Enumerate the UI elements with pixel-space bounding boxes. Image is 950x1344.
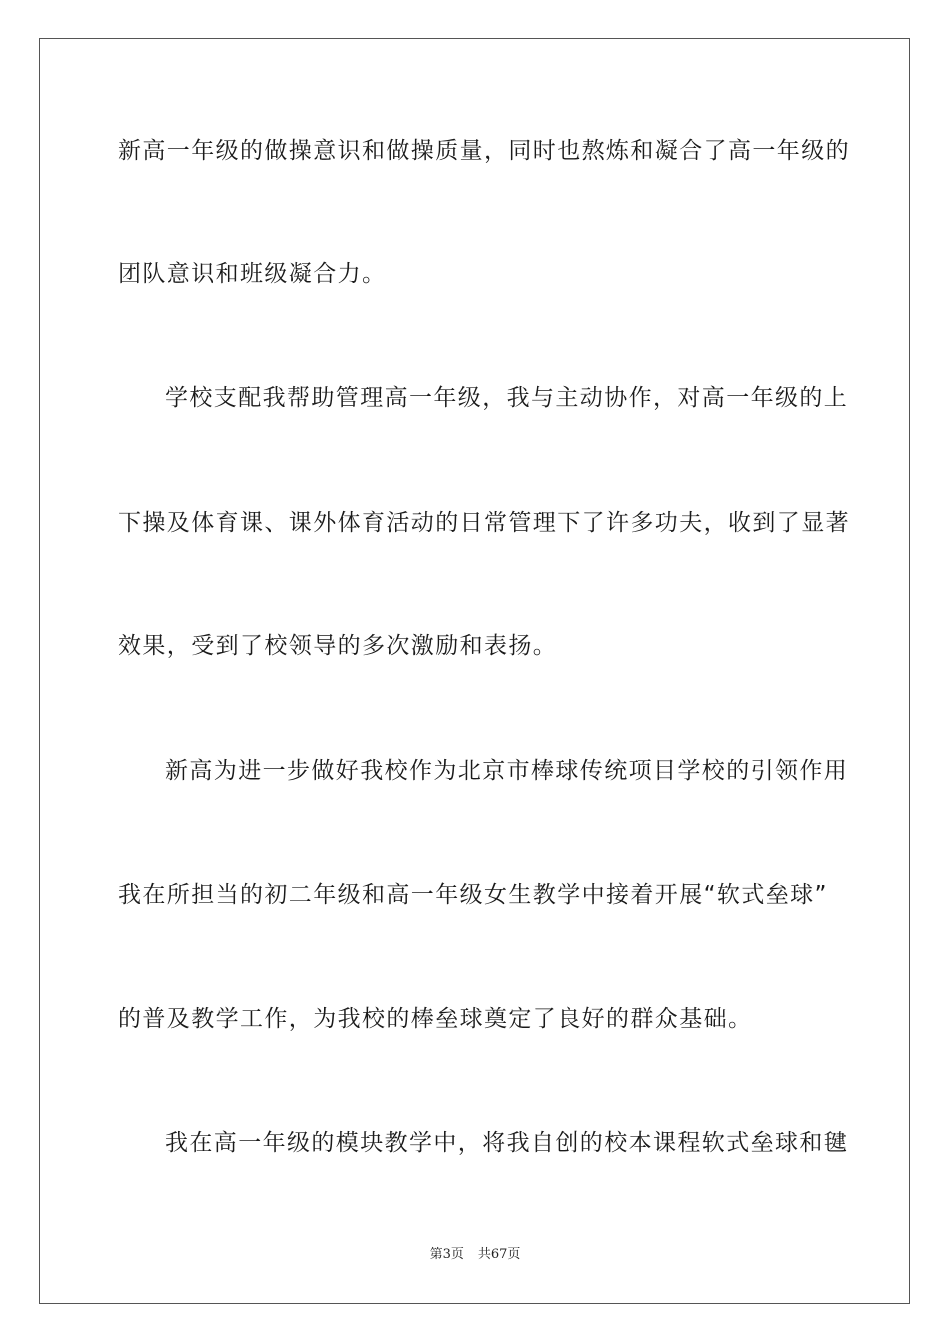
paragraph-line: 新高为进一步做好我校作为北京市棒球传统项目学校的引领作用 bbox=[165, 758, 849, 784]
page-number: 第3页 bbox=[429, 1247, 464, 1262]
paragraph-line: 下操及体育课、课外体育活动的日常管理下了许多功夫，收到了显著 bbox=[118, 510, 850, 536]
paragraph-line: 新高一年级的做操意识和做操质量，同时也熬炼和凝合了高一年级的 bbox=[118, 138, 850, 164]
paragraph-line: 我在高一年级的模块教学中，将我自创的校本课程软式垒球和毽 bbox=[165, 1130, 849, 1156]
paragraph-line: 学校支配我帮助管理高一年级，我与主动协作，对高一年级的上 bbox=[165, 385, 849, 411]
paragraph-line: 我在所担当的初二年级和高一年级女生教学中接着开展“软式垒球” bbox=[118, 882, 828, 908]
paragraph-line: 的普及教学工作，为我校的棒垒球奠定了良好的群众基础。 bbox=[118, 1006, 753, 1032]
page-border bbox=[39, 38, 910, 1304]
page-total: 共67页 bbox=[477, 1247, 521, 1262]
paragraph-line: 效果，受到了校领导的多次激励和表扬。 bbox=[118, 633, 558, 659]
page-footer bbox=[0, 1247, 950, 1263]
paragraph-line: 团队意识和班级凝合力。 bbox=[118, 261, 387, 287]
